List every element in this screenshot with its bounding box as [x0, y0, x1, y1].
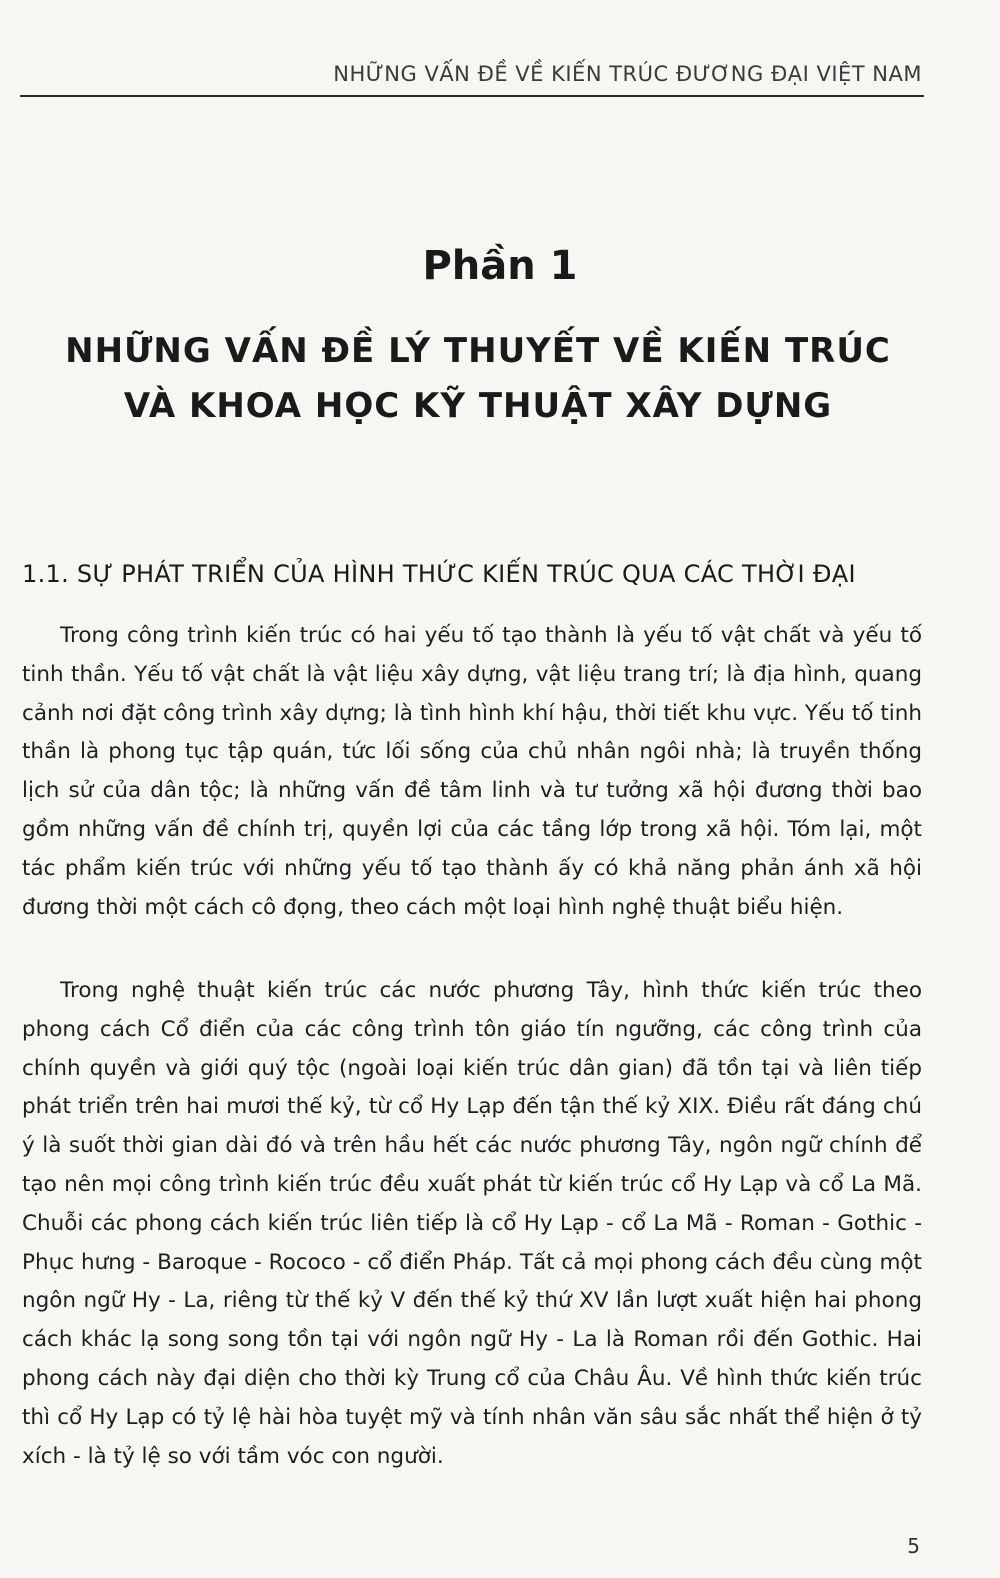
- page-number: 5: [907, 1534, 920, 1558]
- part-label: Phần 1: [422, 243, 578, 289]
- section-heading: 1.1. SỰ PHÁT TRIỂN CỦA HÌNH THỨC KIẾN TRÚC QUA CÁC THỜI ĐẠI: [22, 560, 856, 588]
- body-paragraph-1: Trong công trình kiến trúc có hai yếu tố tạo thành là yếu tố vật chất và yếu tố tinh thần. Yếu tố vật chất là vật liệu xây dựng, vật liệu trang trí; là địa hình, quang cảnh nơi đặt công trình xây dựng; là tình hình khí hậu, thời tiết khu vực. Yếu tố tinh thần là phong tục tập quán, tức lối sống của chủ nhân ngôi nhà; là truyền thống lịch sử của dân tộc; là những vấn đề tâm linh và tư tưởng xã hội đương thời bao gồm những vấn đề chính trị, quyền lợi của các tầng lớp trong xã hội. Tóm lại, một tác phẩm kiến trúc với những yếu tố tạo thành ấy có khả năng phản ánh xã hội đương thời một cách cô đọng, theo cách một loại hình nghệ thuật biểu hiện.: [22, 623, 922, 920]
- part-title-line-2: VÀ KHOA HỌC KỸ THUẬT XÂY DỰNG: [123, 386, 833, 426]
- part-title-line-1: NHỮNG VẤN ĐỀ LÝ THUYẾT VỀ KIẾN TRÚC: [65, 331, 891, 371]
- header-rule: [20, 95, 924, 97]
- running-header: NHỮNG VẤN ĐỀ VỀ KIẾN TRÚC ĐƯƠNG ĐẠI VIỆT NAM: [333, 62, 922, 86]
- body-paragraph-2: Trong nghệ thuật kiến trúc các nước phương Tây, hình thức kiến trúc theo phong cách Cổ điển của các công trình tôn giáo tín ngưỡng, các công trình của chính quyền và giới quý tộc (ngoài loại kiến trúc dân gian) đã tồn tại và liên tiếp phát triển trên hai mươi thế kỷ, từ cổ Hy Lạp đến tận thế kỷ XIX. Điều rất đáng chú ý là suốt thời gian dài đó và trên hầu hết các nước phương Tây, ngôn ngữ chính để tạo nên mọi công trình kiến trúc đều xuất phát từ kiến trúc cổ Hy Lạp và cổ La Mã. Chuỗi các phong cách kiến trúc liên tiếp là cổ Hy Lạp - cổ La Mã - Roman - Gothic - Phục hưng - Baroque - Rococo - cổ điển Pháp. Tất cả mọi phong cách đều cùng một ngôn ngữ Hy - La, riêng từ thế kỷ V đến thế kỷ thứ XV lần lượt xuất hiện hai phong cách khác lạ song song tồn tại với ngôn ngữ Hy - La là Roman rồi đến Gothic. Hai phong cách này đại diện cho thời kỳ Trung cổ của Châu Âu. Về hình thức kiến trúc thì cổ Hy Lạp có tỷ lệ hài hòa tuyệt mỹ và tính nhân văn sâu sắc nhất thể hiện ở tỷ xích - là tỷ lệ so với tầm vóc con người.: [22, 978, 922, 1469]
